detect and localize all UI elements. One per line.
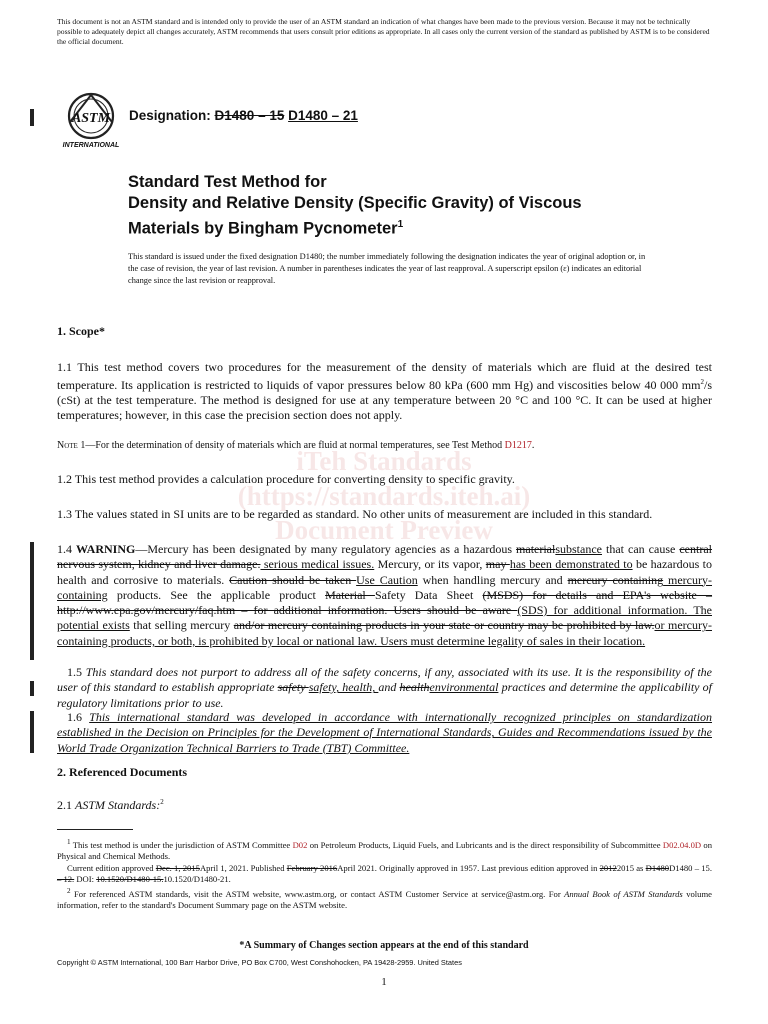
change-bar bbox=[30, 681, 34, 696]
paragraph-1-5: 1.5 This standard does not purport to address all of the safety concerns, if any, associated with its use. It is the responsibility of the user of this standard to establish appropriate safety safety, health, and healthenvironmental practices and determine the applicability of regulatory limitations prior to use. bbox=[57, 665, 713, 710]
paragraph-1-4: 1.4 WARNING—Mercury has been designated by many regulatory agencies as a hazardous materialsubstance that can cause central nervous system, kidney and liver damage. serious medical issues. Mercury, or its vapor, may has been demonstrated to be hazardous to health and corrosive to materials. Caution should be taken Use Caution when handling mercury and mercury containing mercury-containing products. See the applicable product Material Safety Data Sheet (MSDS) for details and EPA's website – http://www.epa.gov/mercury/faq.htm – for additional information. Users should be aware (SDS) for additional information. The potential exists that selling mercury and/or mercury containing products in your state or country may be prohibited by law.or mercury-containing products, or both, is prohibited by local or national law. Users must determine legality of sales in their location. bbox=[57, 542, 713, 648]
change-bar bbox=[30, 711, 34, 753]
paragraph-1-3: 1.3 The values stated in SI units are to be regarded as standard. No other units of measurement are included in this standard. bbox=[57, 507, 653, 521]
footnote-1: $^1$ This test method is under the jurisdiction of ASTM Committee D02 on Petroleum Products, Liquid Fuels, and Lubricants and is the direct responsibility of Subcommittee D02.04.0D on Physical and Chemical Methods. bbox=[57, 838, 712, 862]
designation-old: D1480 – 15 bbox=[214, 108, 285, 123]
notice-text: This document is not an ASTM standard and is intended only to provide the user of an ASTM standard an indication of what changes have been made to the previous version. Because it may not be technically possible to adequately depict all changes accurately, ASTM recommends that users consult prior editions as appropriate. In all cases only the current version of the standard as published by ASTM is to be considered the official document. bbox=[57, 17, 710, 46]
copyright: Copyright © ASTM International, 100 Barr Harbor Drive, PO Box C700, West Conshohocken, PA 19428-2959. United States bbox=[57, 958, 462, 967]
footnote-divider bbox=[57, 829, 133, 830]
astm-logo bbox=[58, 92, 124, 150]
footnotes bbox=[57, 837, 712, 912]
watermark-line-3: Document Preview bbox=[275, 515, 493, 545]
watermark-line-1: iTeh Standards bbox=[296, 446, 472, 476]
d02-04-0d-link[interactable]: D02.04.0D bbox=[662, 839, 702, 850]
designation-label: Designation: bbox=[129, 108, 211, 123]
title-line-2: Density and Relative Density (Specific Gravity) of Viscous Materials by Bingham Pycnometer$^1$ bbox=[128, 194, 582, 238]
paragraph-1-2: 1.2 This test method provides a calculation procedure for converting density to specific gravity. bbox=[57, 472, 515, 486]
logo-subtitle: INTERNATIONAL bbox=[62, 142, 120, 149]
note-1: Note 1—For the determination of density of materials which are fluid at normal temperatures, see Test Method D1217. bbox=[57, 440, 535, 451]
designation bbox=[129, 108, 358, 123]
title-line-1: Standard Test Method for bbox=[128, 173, 327, 191]
change-bar bbox=[30, 109, 34, 126]
paragraph-1-1: 1.1 This test method covers two procedures for the measurement of the density of materials which are fluid at the desired test temperature. Its application is restricted to liquids of vapor pressures below 80 kPa (600 mm Hg) and viscosities below 40 000 $mm^2/s$ (cSt) at the test temperature. The method is designed for use at any temperature between 20 °C and 100 °C. It can be used at higher temperatures; however, in this case the precision section does not apply. bbox=[57, 360, 712, 422]
section-2-heading: 2. Referenced Documents bbox=[57, 765, 188, 779]
designation-new: D1480 – 21 bbox=[288, 108, 358, 123]
change-bar bbox=[30, 542, 34, 660]
issued-note: This standard is issued under the fixed designation D1480; the number immediately following the designation indicates the year of original adoption or, in the case of revision, the year of last revision. A number in parentheses indicates the year of last reapproval. A superscript epsilon (ε) indicates an editorial change since the last revision or reapproval. bbox=[128, 252, 646, 285]
footnote-1-edition: Current edition approved Dec. 1, 2015April 1, 2021. Published February 2016April 2021. Originally approved in 1957. Last previous edition approved in 20122015 as D1480D1480 – 15. – 12. DOI: 10.1520/D1480-15.10.1520/D1480-21. bbox=[57, 862, 712, 885]
summary-of-changes-note: *A Summary of Changes section appears at the end of this standard bbox=[239, 940, 529, 951]
paragraph-1-6: 1.6 This international standard was developed in accordance with internationally recognized principles on standardization established in the Decision on Principles for the Development of International Standards, Guides and Recommendations issued by the World Trade Organization Technical Barriers to Trade (TBT) Committee. bbox=[57, 710, 712, 755]
watermark-line-2: (https://standards.iteh.ai) bbox=[237, 481, 531, 511]
d1217-link[interactable]: D1217 bbox=[504, 440, 532, 451]
astm-logo-icon bbox=[58, 92, 124, 150]
page-number: 1 bbox=[381, 976, 387, 988]
logo-letters: ASTM bbox=[71, 111, 111, 126]
footnote-2: $^2$ For referenced ASTM standards, visit the ASTM website, www.astm.org, or contact ASTM Customer Service at service@astm.org. For Annual Book of ASTM Standards volume information, refer to the standard's Document Summary page on the ASTM website. bbox=[57, 886, 712, 911]
document-title bbox=[128, 172, 648, 240]
d02-link[interactable]: D02 bbox=[292, 839, 308, 850]
title-footnote-ref: 1 bbox=[397, 219, 404, 230]
paragraph-2-1: 2.1 ASTM Standards:$^2$ bbox=[57, 798, 164, 812]
section-1-heading: 1. Scope* bbox=[57, 324, 105, 338]
